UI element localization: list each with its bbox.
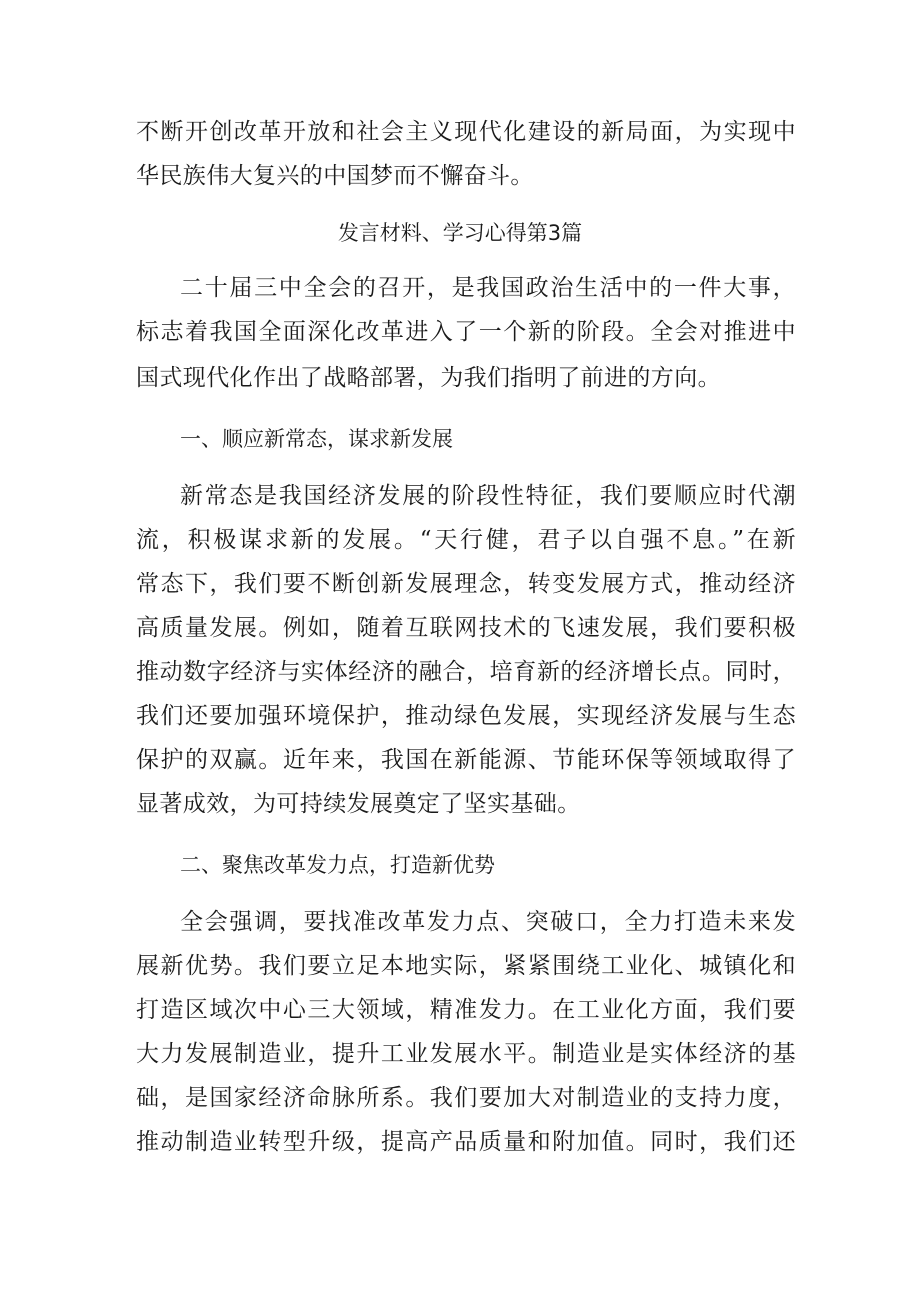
- article-title: 发言材料、学习心得第3篇: [337, 221, 583, 245]
- section2-heading: 二、聚焦改革发力点，打造新优势: [180, 853, 495, 877]
- section2-line-3: 打造区域次中心三大领域，精准发力。在工业化方面，我们要: [136, 997, 796, 1023]
- intro-line-1: 不断开创改革开放和社会主义现代化建设的新局面，为实现中: [136, 119, 796, 145]
- section2-line-2: 展新优势。我们要立足本地实际，紧紧围绕工业化、城镇化和: [136, 953, 796, 979]
- section1-line-1: 新常态是我国经济发展的阶段性特征，我们要顺应时代潮: [180, 483, 796, 509]
- section1-line-3: 常态下，我们要不断创新发展理念，转变发展方式，推动经济: [136, 571, 796, 597]
- section2-line-1: 全会强调，要找准改革发力点、突破口，全力打造未来发: [180, 909, 796, 935]
- section1-line-4: 高质量发展。例如，随着互联网技术的飞速发展，我们要积极: [136, 615, 796, 641]
- intro-line-2: 华民族伟大复兴的中国梦而不懈奋斗。: [136, 163, 534, 189]
- paragraph1-line-1: 二十届三中全会的召开，是我国政治生活中的一件大事，: [180, 275, 796, 301]
- section2-line-4: 大力发展制造业，提升工业发展水平。制造业是实体经济的基: [136, 1041, 796, 1067]
- section1-line-2: 流，积极谋求新的发展。“天行健，君子以自强不息。”在新: [136, 527, 796, 553]
- section1-line-5: 推动数字经济与实体经济的融合，培育新的经济增长点。同时，: [136, 659, 796, 685]
- section1-line-6: 我们还要加强环境保护，推动绿色发展，实现经济发展与生态: [136, 703, 796, 729]
- section1-line-8: 显著成效，为可持续发展奠定了坚实基础。: [136, 791, 581, 817]
- section2-line-6: 推动制造业转型升级，提高产品质量和附加值。同时，我们还: [136, 1129, 796, 1155]
- section1-line-7: 保护的双赢。近年来，我国在新能源、节能环保等领域取得了: [136, 747, 796, 773]
- section1-heading: 一、顺应新常态，谋求新发展: [180, 427, 453, 451]
- section2-line-5: 础，是国家经济命脉所系。我们要加大对制造业的支持力度，: [136, 1085, 796, 1111]
- paragraph1-line-2: 标志着我国全面深化改革进入了一个新的阶段。全会对推进中: [136, 319, 796, 345]
- paragraph1-line-3: 国式现代化作出了战略部署，为我们指明了前进的方向。: [136, 365, 721, 391]
